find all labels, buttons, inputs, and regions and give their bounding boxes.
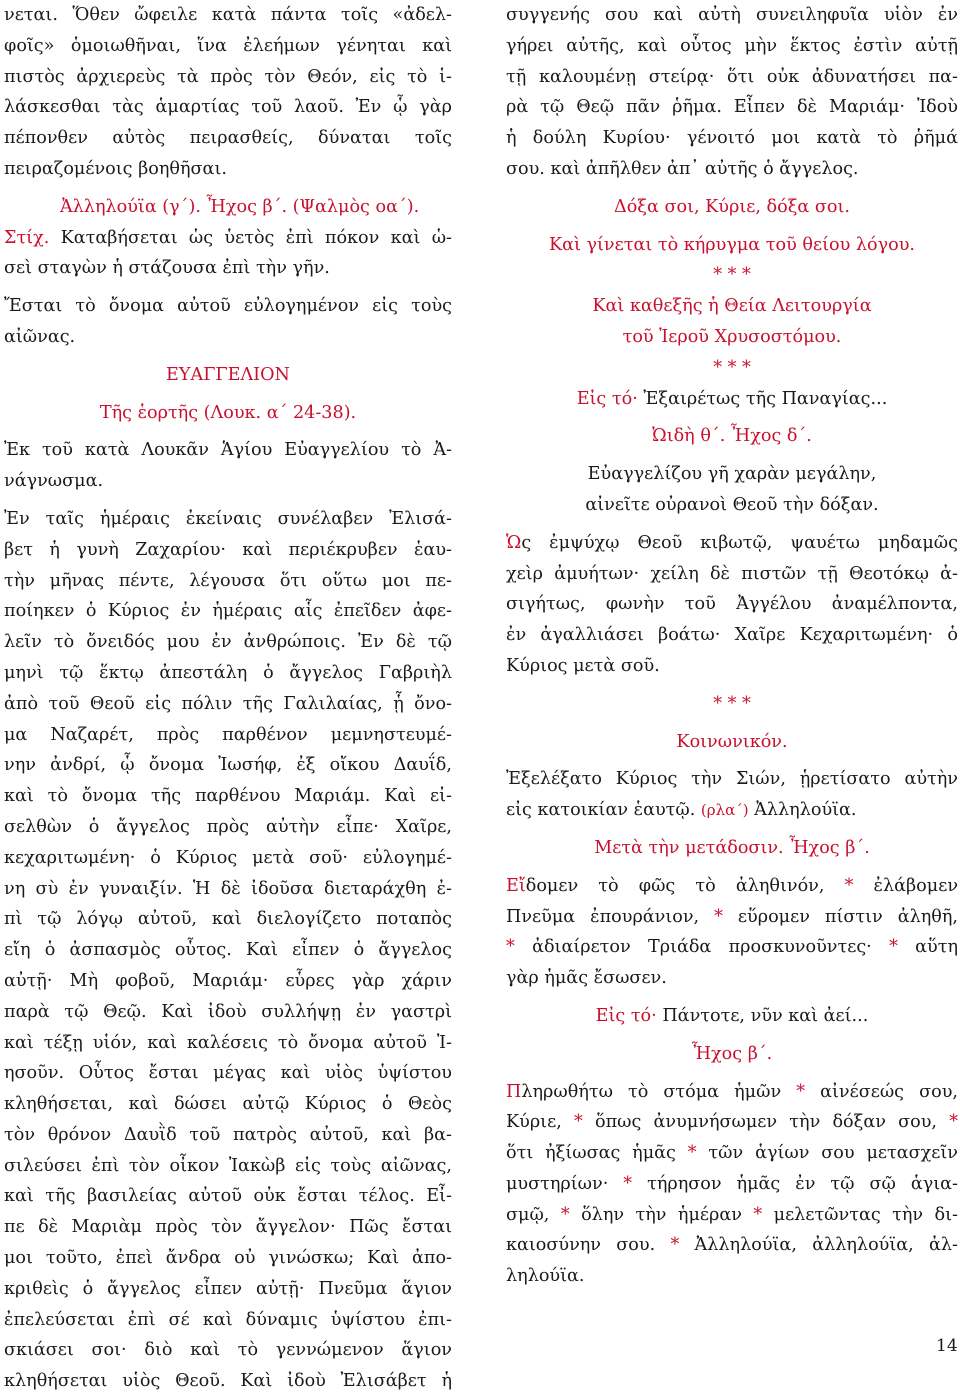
text-line: τὴν μῆνας πέντε, λέγουσα ὅτι οὕτω μοι πε-	[4, 570, 452, 591]
gospel-feast-reference: Τῆς ἑορτῆς (Λουκ. α΄ 24-38).	[99, 402, 357, 423]
liturgy-line-2: τοῦ Ἱεροῦ Χρυσοστόμου.	[622, 326, 842, 347]
text-line: ἐπελεύσεται ἐπὶ σέ καὶ δύναμις ὑψίστου ἐπι-	[4, 1309, 452, 1330]
text-line: μοι τοῦτο, ἐπεὶ ἄνδρα οὐ γινώσκω; Καὶ ἀπο-	[4, 1248, 452, 1269]
text-line: Ἐν ταῖς ἡμέραις ἐκείναις συνέλαβεν Ἐλισά-	[4, 508, 452, 529]
ode-last-line: Κύριος μετὰ σοῦ.	[506, 655, 660, 676]
text-line: καὶ τὸ ὄνομα τῆς παρθένου Μαριάμ. Καὶ εἰ-	[4, 786, 452, 807]
text-line: σιγήτως, φωνὴν τοῦ Ἀγγέλου ἀναμέλποντα,	[506, 594, 958, 615]
text-line: καὶ τῆς βασιλείας αὐτοῦ οὐκ ἔσται τέλος. Εἶ-	[4, 1186, 452, 1207]
text-line: μα Ναζαρέτ, πρὸς παρθένον μεμνηστευμέ-	[4, 724, 452, 745]
text-line: τὸν θρόνον Δαυῒδ τοῦ πατρὸς αὐτοῦ, καὶ βα-	[4, 1124, 452, 1145]
text-line: ησοῦν. Οὗτος ἔσται μέγας καὶ υἱὸς ὑψίστου	[4, 1063, 452, 1084]
text-line: μηνὶ τῷ ἕκτῳ ἀπεστάλη ὁ ἄγγελος Γαβριὴλ	[4, 662, 452, 683]
stichos-line-2: σεὶ σταγὼν ἡ στάζουσα ἐπὶ τὴν γῆν.	[4, 258, 330, 279]
koinonikon-heading: Κοινωνικόν.	[676, 731, 788, 752]
text-line: σιλεύσει ἐπὶ τὸν οἶκον Ἰακὼβ εἰς τοὺς αἰῶνας,	[4, 1155, 452, 1176]
text-line: βετ ἡ γυνὴ Ζαχαρίου· καὶ περιέκρυβεν ἑαυ-	[4, 539, 452, 560]
text-line: ἐν ἀγαλλιάσει βοάτω· Χαῖρε Κεχαριτωμένη· ὁ	[506, 625, 958, 646]
text-line: λεῖν τὸ ὄνειδός μου ἐν ἀνθρώποις. Ἐν δὲ τῷ	[4, 632, 452, 653]
text-line: ρὰ τῷ Θεῷ πᾶν ῥῆμα. Εἶπεν δὲ Μαριάμ· Ἰδοὺ	[506, 97, 958, 118]
plirotheto-hymn: Πληρωθήτω τὸ στόμα ἡμῶν * αἰνέσεώς σου, Κύριε, * ὅπως ἀνυμνήσωμεν τὴν δόξαν σου, * ὅτι ἠξίωσας ἡμᾶς * τῶν ἁγίων σου μετασχεῖν μυστηρίων· * τήρησον ἡμᾶς ἐν τῷ σῷ ἁγια- σμῷ, * ὅλην τὴν ἡμέραν * μελετῶντας τὴν δι- καιοσύνην σου. * Ἀλληλούϊα, ἀλληλούϊα, ἀλ- ληλούϊα.	[506, 1081, 959, 1287]
text-line: τῇ καλουμένῃ στείρᾳ· ὅτι οὐκ ἀδυνατήσει πα-	[506, 66, 958, 87]
text-line: κληθήσεται υἱὸς Θεοῦ. Καὶ ἰδοὺ Ἐλισάβετ ἡ	[4, 1371, 452, 1392]
liturgy-line-1: Καὶ καθεξῆς ἡ Θεία Λειτουργία	[592, 296, 872, 317]
text-line: νεται. Ὅθεν ὤφειλε κατὰ πάντα τοῖς «ἀδελ-	[4, 5, 452, 25]
text-line: κληθήσεται, καὶ δώσει αὐτῷ Κύριος ὁ Θεὸς	[4, 1094, 452, 1115]
text-line: νη σὺ ἐν γυναιξίν. Ἡ δὲ ἰδοῦσα διεταράχθη ἐ-	[4, 878, 452, 899]
text-line: ἡ δούλη Κυρίου· γένοιτό μοι κατὰ τὸ ῥῆμά	[506, 128, 958, 149]
text-line: καὶ τέξῃ υἱόν, καὶ καλέσεις τὸ ὄνομα αὐτοῦ Ἰ-	[4, 1032, 452, 1053]
text-line: χεὶρ ἀμυήτων· χείλη δὲ πιστῶν τῇ Θεοτόκῳ ἀ-	[506, 563, 958, 584]
separator-stars: * * *	[713, 265, 751, 286]
text-line: σελθὼν ὁ ἄγγελος πρὸς αὐτὴν εἶπε· Χαῖρε,	[4, 816, 452, 837]
text-line: σκιάσει σοι· διὸ καὶ τὸ γεννώμενον ἅγιον	[4, 1340, 452, 1361]
irmos-line-2: αἰνεῖτε οὐρανοὶ Θεοῦ τὴν δόξαν.	[585, 494, 879, 515]
text-line: φοῖς» ὁμοιωθῆναι, ἵνα ἐλεήμων γένηται καὶ	[4, 35, 452, 56]
text-line: γήρει αὐτῆς, καὶ οὗτος μὴν ἕκτος ἐστὶν αὐτῇ	[506, 35, 958, 56]
text-line: νην ἀνδρί, ᾧ ὄνομα Ἰωσήφ, ἐξ οἴκου Δαυΐδ,	[4, 755, 452, 776]
text-line: αὐτῇ· Μὴ φοβοῦ, Μαριάμ· εὗρες γὰρ χάριν	[4, 970, 452, 991]
text-line: ποίηκεν ὁ Κύριος ἐν ἡμέραις αἷς ἐπεῖδεν ἀφε-	[4, 601, 452, 622]
pantote-line: Εἰς τό· Πάντοτε, νῦν καὶ ἀεί...	[595, 1005, 869, 1026]
sermon-line: Καὶ γίνεται τὸ κήρυγμα τοῦ θείου λόγου.	[549, 234, 915, 255]
echos-heading: Ἦχος β΄.	[691, 1043, 773, 1064]
text-line: λάσκεσθαι τὰς ἁμαρτίας τοῦ λαοῦ. Ἐν ᾧ γὰρ	[4, 97, 452, 118]
separator-stars: * * *	[713, 693, 751, 714]
exairetos-line: Εἰς τό· Ἐξαιρέτως τῆς Παναγίας...	[576, 388, 888, 409]
reading-intro-2: νάγνωσμα.	[4, 471, 104, 492]
text-line: κριθεὶς ὁ ἄγγελος εἶπεν αὐτῇ· Πνεῦμα ἅγιον	[4, 1278, 452, 1299]
separator-stars: * * *	[713, 357, 751, 378]
ode-heading: Ὠιδὴ θ΄. Ἦχος δ΄.	[652, 426, 812, 447]
doxa-line: Δόξα σοι, Κύριε, δόξα σοι.	[614, 196, 850, 217]
alleluia-heading: Ἀλληλούϊα (γ΄). Ἦχος β΄. (Ψαλμὸς οα΄).	[59, 196, 420, 217]
verse-line-2: αἰῶνας.	[4, 326, 76, 347]
koinonikon-line-1: Ἐξελέξατο Κύριος τὴν Σιών, ᾑρετίσατο αὐτὴν	[506, 769, 958, 790]
epistle-ending	[4, 0, 452, 185]
koinonikon-line-2: εἰς κατοικίαν ἑαυτῷ. (ρλα΄) Ἀλληλούϊα.	[506, 800, 857, 821]
stichos-line: Στίχ. Καταβήσεται ὡς ὑετὸς ἐπὶ πόκον καὶ ὡ-	[4, 227, 452, 248]
irmos-line-1: Εὐαγγελίζου γῆ χαρὰν μεγάλην,	[587, 464, 877, 485]
idomen-hymn: Εἴδομεν τὸ φῶς τὸ ἀληθινόν, * ἐλάβομεν Πνεῦμα ἐπουράνιον, * εὕρομεν πίστιν ἀληθῆ, * ἀδιαίρετον Τριάδα προσκυνοῦντες· * αὕτη γὰρ ἡμᾶς ἔσωσεν.	[506, 875, 959, 989]
page-number: 14	[936, 1336, 958, 1356]
after-communion-heading: Μετὰ τὴν μετάδοσιν. Ἦχος β΄.	[594, 837, 870, 858]
text-line: εἴη ὁ ἀσπασμὸς οὗτος. Καὶ εἶπεν ὁ ἄγγελος	[4, 940, 452, 961]
verse-line: Ἔσται τὸ ὄνομα αὐτοῦ εὐλογημένον εἰς τοὺς	[4, 296, 452, 317]
text-line: κεχαριτωμένη· ὁ Κύριος μετὰ σοῦ· εὐλογημέ-	[4, 847, 452, 868]
text-line: πε δὲ Μαριὰμ πρὸς τὸν ἄγγελον· Πῶς ἔσται	[4, 1217, 452, 1238]
gospel-title: ΕΥΑΓΓΕΛΙΟΝ	[166, 364, 290, 385]
gospel-continuation	[506, 0, 958, 185]
right-column	[506, 0, 958, 1292]
text-line: Ὡς ἐμψύχῳ Θεοῦ κιβωτῷ, ψαυέτω μηδαμῶς	[506, 532, 958, 553]
text-line: ἀπὸ τοῦ Θεοῦ εἰς πόλιν τῆς Γαλιλαίας, ᾗ ὄνο-	[4, 693, 452, 714]
text-line: συγγενής σου καὶ αὐτὴ συνειληφυῖα υἱὸν ἐν	[506, 5, 958, 25]
ode-troparion	[506, 528, 958, 651]
text-line: παρὰ τῷ Θεῷ. Καὶ ἰδοὺ συλλήψῃ ἐν γαστρὶ	[4, 1001, 452, 1022]
text-line: πιστὸς ἀρχιερεὺς τὰ πρὸς τὸν Θεόν, εἰς τὸ ἱ-	[4, 66, 452, 87]
text-line: πέπονθεν αὐτὸς πειρασθείς, δύναται τοῖς	[4, 128, 452, 149]
left-column	[4, 0, 452, 1397]
reading-intro: Ἐκ τοῦ κατὰ Λουκᾶν Ἁγίου Εὐαγγελίου τὸ Ἀ-	[4, 440, 452, 461]
gospel-text	[4, 504, 452, 1397]
text-line: σου. καὶ ἀπῆλθεν ἀπ᾽ αὐτῆς ὁ ἄγγελος.	[506, 158, 859, 179]
text-line: πειραζομένοις βοηθῆσαι.	[4, 158, 227, 179]
text-line: πὶ τῷ λόγῳ αὐτοῦ, καὶ διελογίζετο ποταπὸς	[4, 909, 452, 930]
stich-label: Στίχ.	[4, 227, 50, 248]
